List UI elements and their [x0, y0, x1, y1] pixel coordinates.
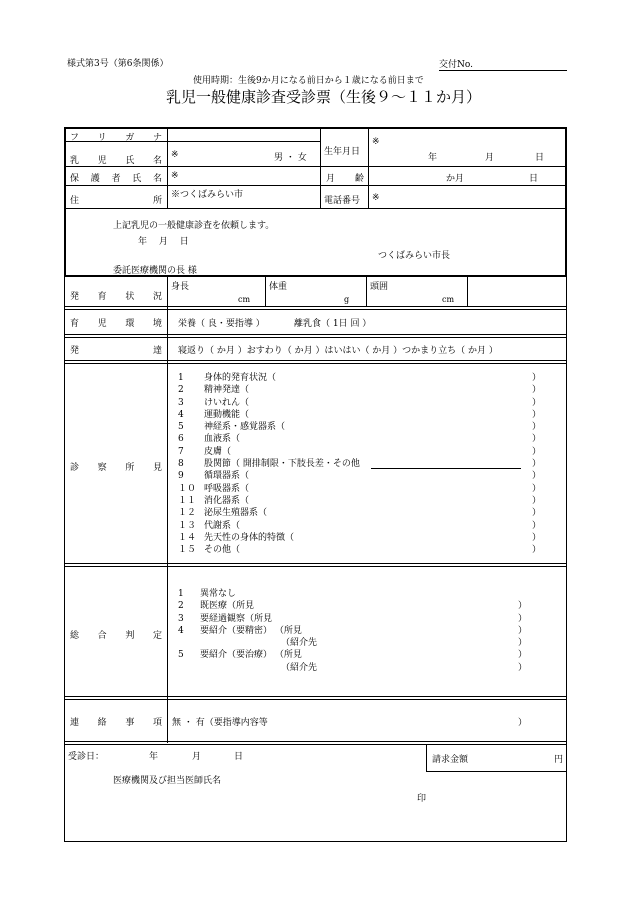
findings-item-close: ）	[532, 545, 542, 556]
phone-mark: ※	[372, 193, 380, 203]
findings-item-text: 身体的発育状況（	[204, 373, 277, 383]
judgment-item-number: 4	[178, 625, 184, 636]
findings-item-close: ）	[532, 471, 542, 482]
billing-amount-field[interactable]	[480, 747, 550, 767]
judgment-item[interactable]	[178, 649, 530, 661]
findings-item-close: ）	[532, 483, 542, 494]
contact-label: 連 絡 事 項	[70, 718, 162, 728]
judgment-item-text: 異常なし	[200, 589, 237, 599]
judgment-item[interactable]	[178, 637, 530, 649]
request-date: 年 月 日	[138, 237, 189, 247]
furigana-label: フ リ ガ ナ	[70, 133, 162, 143]
findings-item[interactable]	[178, 409, 548, 421]
birthdate-mark: ※	[372, 137, 380, 147]
findings-item-text: けいれん（	[204, 397, 250, 408]
hip-other-line	[371, 468, 521, 469]
findings-item-number: 9	[178, 471, 184, 482]
phone-field[interactable]	[385, 188, 560, 206]
judgment-item-close: ）	[518, 638, 528, 649]
findings-item-text: 股関節（ 開排制限・下肢長差・その他	[204, 459, 360, 470]
doctor-name-field[interactable]	[113, 788, 413, 810]
judgment-item-text: （紹介先	[281, 638, 318, 649]
judgment-item[interactable]	[178, 613, 530, 625]
development-items[interactable]: 寝返り（ か月 ）おすわり（ か月 ）はいはい（ か月 ）つかまり立ち（ か月 ）	[178, 346, 498, 356]
findings-item[interactable]	[178, 520, 548, 532]
visit-day: 日	[234, 752, 244, 762]
judgment-label: 総 合 判 定	[70, 631, 162, 641]
infant-name-field[interactable]	[185, 144, 270, 164]
findings-item-close: ）	[532, 409, 542, 420]
findings-item-number: 3	[178, 397, 184, 408]
findings-item-close: ）	[532, 446, 542, 457]
findings-item-number: 1	[178, 373, 184, 383]
weight-field[interactable]	[295, 285, 340, 303]
head-field[interactable]	[396, 285, 438, 303]
birthdate-label: 生年月日	[324, 147, 361, 157]
judgment-item[interactable]	[178, 588, 530, 600]
guardian-name-field[interactable]	[185, 168, 315, 184]
request-text: 上記乳児の一般健康診査を依頼します。	[113, 221, 275, 231]
findings-item[interactable]	[178, 372, 548, 384]
guardian-mark: ※	[171, 171, 179, 181]
head-unit: cm	[442, 295, 455, 304]
findings-item-text: 代謝系（	[204, 520, 241, 531]
head-label: 頭囲	[370, 282, 389, 292]
address-label: 住 所	[70, 196, 162, 206]
findings-item-close: ）	[532, 520, 542, 531]
findings-item[interactable]	[178, 458, 548, 470]
findings-item[interactable]	[178, 384, 548, 396]
findings-list	[178, 372, 548, 556]
findings-item-text: 消化器系（	[204, 495, 250, 506]
billing-label: 請求金額	[432, 755, 469, 765]
judgment-item-text: 要経過観察（所見	[200, 613, 273, 624]
findings-item-close: ）	[532, 532, 542, 543]
judgment-item-close: ）	[518, 650, 528, 661]
findings-item-number: 5	[178, 422, 184, 433]
findings-item-close: ）	[532, 397, 542, 408]
findings-item-number: 4	[178, 409, 184, 420]
contact-text[interactable]: 無 ・ 有（要指導内容等	[172, 718, 268, 728]
height-unit: cm	[238, 295, 251, 304]
weight-label: 体重	[269, 282, 288, 292]
findings-item[interactable]	[178, 421, 548, 433]
page-title: 乳児一般健康診査受診票（生後９～１１か月）	[166, 88, 482, 106]
birth-year-label: 年	[428, 153, 438, 163]
findings-item-text: 先天性の身体的特徴（	[204, 532, 295, 543]
usage-period: 使用時期：生後9か月になる前日から１歳になる前日まで	[193, 76, 424, 86]
phone-label: 電話番号	[324, 196, 361, 206]
judgment-item[interactable]	[178, 625, 530, 637]
findings-item-text: その他（	[204, 545, 241, 556]
judgment-item-number: 3	[178, 613, 184, 624]
judgment-item-text: （紹介先	[281, 662, 318, 673]
findings-item-close: ）	[532, 459, 542, 470]
findings-item-number: １０	[178, 483, 197, 494]
visit-year: 年	[149, 752, 159, 762]
request-addressee: 委託医療機関の長 様	[113, 266, 197, 276]
nutrition[interactable]: 栄養（ 良・要指導 ）	[178, 319, 265, 329]
findings-item-text: 神経系・感覚器系（	[204, 422, 286, 433]
findings-item-text: 血液系（	[204, 434, 241, 445]
birth-month-label: 月	[485, 153, 495, 163]
findings-item-close: ）	[532, 508, 542, 519]
findings-item[interactable]	[178, 446, 548, 458]
judgment-item-close: ）	[518, 625, 528, 636]
findings-item-number: 8	[178, 459, 184, 470]
age-field[interactable]	[372, 168, 562, 184]
birth-day-label: 日	[535, 153, 545, 163]
findings-item-number: １５	[178, 545, 197, 556]
findings-item-text: 運動機能（	[204, 409, 250, 420]
weaning[interactable]: 離乳食（ 1日 回 ）	[294, 319, 372, 329]
environment-label: 育 児 環 境	[70, 319, 162, 329]
issue-number-line	[439, 70, 567, 71]
judgment-item-close: ）	[518, 613, 528, 624]
findings-item-close: ）	[532, 434, 542, 445]
judgment-item-number: 5	[178, 650, 184, 661]
findings-item[interactable]	[178, 532, 548, 544]
age-days: 日	[529, 174, 539, 184]
furigana-field[interactable]	[169, 128, 319, 141]
visit-month: 月	[192, 752, 202, 762]
findings-item-close: ）	[532, 373, 542, 383]
height-field[interactable]	[195, 285, 235, 303]
growth-label: 発 育 状 況	[70, 292, 162, 302]
address-value[interactable]: ※つくばみらい市	[171, 190, 244, 200]
judgment-item-number: 1	[178, 589, 184, 599]
judgment-item[interactable]	[178, 600, 530, 612]
findings-item-text: 呼吸器系（	[204, 483, 250, 494]
findings-item-text: 精神発達（	[204, 385, 250, 396]
height-label: 身長	[171, 282, 190, 292]
findings-item-text: 循環器系（	[204, 471, 250, 482]
findings-item-number: １３	[178, 520, 197, 531]
findings-item[interactable]	[178, 507, 548, 519]
findings-item-close: ）	[532, 385, 542, 396]
judgment-item-close: ）	[518, 601, 528, 612]
age-months: か月	[446, 174, 465, 184]
findings-item-text: 泌尿生殖器系（	[204, 508, 268, 519]
findings-item-number: 6	[178, 434, 184, 445]
seal-mark: 印	[417, 794, 427, 804]
guardian-label: 保 護 者 氏 名	[70, 174, 162, 184]
infant-name-mark: ※	[171, 150, 179, 160]
findings-item-number: 2	[178, 385, 184, 396]
yen-label: 円	[554, 755, 564, 765]
age-label: 月 齢	[326, 174, 364, 184]
findings-item[interactable]	[178, 544, 548, 556]
birthdate-field[interactable]	[380, 144, 560, 164]
findings-item-number: １１	[178, 495, 197, 506]
form-number: 様式第3号（第6条関係）	[67, 59, 169, 69]
findings-item[interactable]	[178, 483, 548, 495]
findings-item-close: ）	[532, 422, 542, 433]
findings-item[interactable]	[178, 495, 548, 507]
judgment-item-number: 2	[178, 601, 184, 612]
judgment-item-text: 既医療（所見	[200, 601, 255, 612]
mayor: つくばみらい市長	[378, 251, 451, 261]
sex-options[interactable]: 男 ・ 女	[274, 153, 307, 163]
findings-item-number: 7	[178, 446, 184, 457]
findings-item[interactable]	[178, 433, 548, 445]
infant-name-label: 乳 児 氏 名	[70, 156, 162, 166]
development-label: 発 達	[70, 346, 162, 356]
findings-item-number: １２	[178, 508, 197, 519]
findings-item-close: ）	[532, 495, 542, 506]
doctor-label: 医療機関及び担当医師氏名	[113, 776, 222, 786]
findings-label: 診 察 所 見	[70, 463, 162, 473]
judgment-item-close: ）	[518, 662, 528, 673]
findings-item[interactable]	[178, 470, 548, 482]
weight-unit: g	[344, 295, 350, 304]
visit-date-label: 受診日：	[68, 752, 105, 762]
visit-date-field[interactable]	[110, 745, 250, 761]
findings-item-text: 皮膚（	[204, 446, 232, 457]
judgment-item-text: 要紹介（要精密） （所見	[200, 625, 302, 636]
findings-item-number: １４	[178, 532, 197, 543]
contact-close: ）	[518, 718, 528, 728]
judgment-list	[178, 588, 530, 674]
judgment-item[interactable]	[178, 662, 530, 674]
findings-item[interactable]	[178, 397, 548, 409]
judgment-item-text: 要紹介（要治療） （所見	[200, 650, 302, 661]
issue-number-label: 交付No.	[439, 60, 473, 70]
